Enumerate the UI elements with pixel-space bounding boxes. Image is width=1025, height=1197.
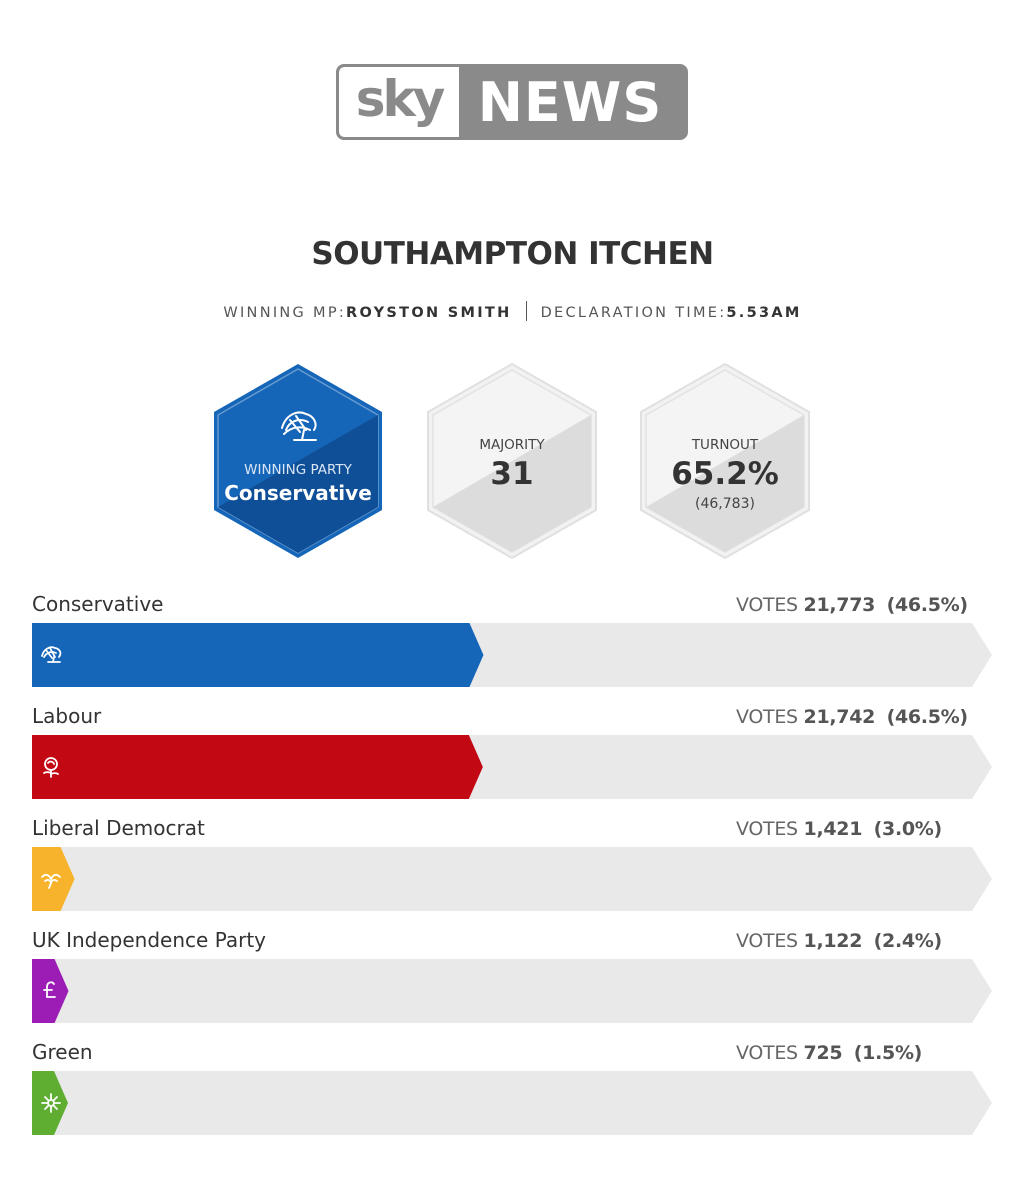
winning-party-label: WINNING PARTY xyxy=(244,462,352,478)
result-row xyxy=(32,704,992,816)
vote-share: (46.5%) xyxy=(886,706,968,728)
party-name: UK Independence Party xyxy=(32,928,267,952)
votes-label: VOTES xyxy=(736,706,798,728)
party-votes xyxy=(736,1042,922,1064)
vote-count: 1,421 xyxy=(803,818,863,840)
turnout-votes: (46,783) xyxy=(695,496,755,512)
declaration-label: DECLARATION TIME: xyxy=(540,305,727,321)
turnout-value: 65.2% xyxy=(671,456,779,492)
bar xyxy=(32,735,483,799)
declaration-time: 5.53AM xyxy=(726,305,802,321)
bar-svg xyxy=(32,1071,992,1135)
turnout-tile xyxy=(639,362,811,560)
party-name: Conservative xyxy=(32,592,164,616)
vote-share: (3.0%) xyxy=(873,818,942,840)
bar-background xyxy=(32,1071,992,1135)
logo-sky: sky xyxy=(339,67,459,137)
result-row xyxy=(32,592,992,704)
party-name: Labour xyxy=(32,704,102,728)
bar-svg xyxy=(32,735,992,799)
result-row xyxy=(32,928,992,1040)
winning-mp: ROYSTON SMITH xyxy=(346,305,512,321)
votes-label: VOTES xyxy=(736,594,798,616)
winning-party-value: Conservative xyxy=(224,481,372,505)
votes-label: VOTES xyxy=(736,930,798,952)
bar-track xyxy=(32,735,992,799)
party-votes xyxy=(736,706,968,728)
bar-svg xyxy=(32,623,992,687)
tree-icon xyxy=(276,406,322,442)
party-name: Liberal Democrat xyxy=(32,816,205,840)
bar-track xyxy=(32,623,992,687)
majority-tile xyxy=(426,362,598,560)
result-row xyxy=(32,816,992,928)
majority-value: 31 xyxy=(490,456,534,492)
party-votes xyxy=(736,818,942,840)
bar-background xyxy=(32,959,992,1023)
party-votes xyxy=(736,930,942,952)
vote-count: 21,773 xyxy=(803,594,876,616)
bar-svg xyxy=(32,959,992,1023)
result-meta xyxy=(0,305,1025,321)
vote-share: (46.5%) xyxy=(886,594,968,616)
sky-news-logo xyxy=(336,64,688,140)
bar-track xyxy=(32,1071,992,1135)
bar-background xyxy=(32,847,992,911)
result-row xyxy=(32,1040,992,1152)
meta-divider xyxy=(526,301,527,321)
constituency-title: SOUTHAMPTON ITCHEN xyxy=(311,236,714,272)
votes-label: VOTES xyxy=(736,818,798,840)
vote-count: 1,122 xyxy=(803,930,863,952)
party-votes xyxy=(736,594,968,616)
bar-track xyxy=(32,959,992,1023)
vote-share: (2.4%) xyxy=(873,930,942,952)
bar-svg xyxy=(32,847,992,911)
winning-party-tile xyxy=(212,362,384,560)
bar xyxy=(32,623,483,687)
party-name: Green xyxy=(32,1040,93,1064)
winning-mp-label: WINNING MP: xyxy=(223,305,347,321)
vote-count: 21,742 xyxy=(803,706,876,728)
bar-track xyxy=(32,847,992,911)
turnout-label: TURNOUT xyxy=(691,437,759,453)
logo-news: NEWS xyxy=(477,70,663,134)
votes-label: VOTES xyxy=(736,1042,798,1064)
vote-count: 725 xyxy=(803,1042,843,1064)
vote-share: (1.5%) xyxy=(853,1042,923,1064)
majority-label: MAJORITY xyxy=(479,437,545,453)
